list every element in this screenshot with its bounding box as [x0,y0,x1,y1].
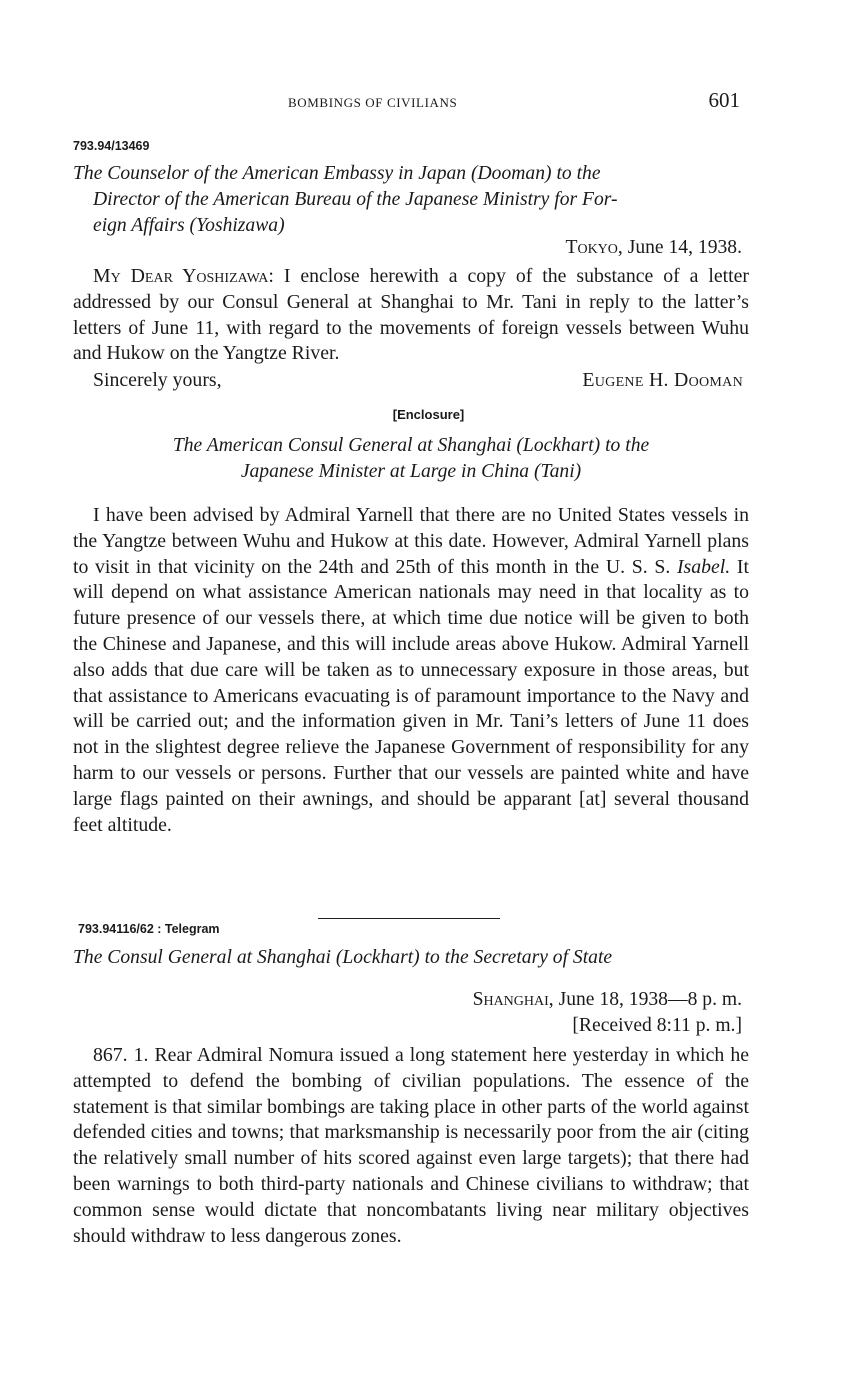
signature: Eugene H. Dooman [582,369,743,391]
dateline-date: June 14, 1938. [622,237,742,258]
dateline [565,235,742,261]
paragraph-text: It will depend on what assistance American nationals may need in that locality as to future presence of our vessels there, at which time due notice will be given to both the Chinese and Japanese, and this will include areas above Hukow. Admiral Yarnell also adds that due care will be taken as to unnecessary exposure in those areas, but that assistance to Americans evacuating is of paramount importance to the Navy and will be carried out; and the information given in Mr. Tani’s letters of June 11 does not in the slightest degree relieve the Japanese Government of responsibility for any harm to our vessels or persons. Further that our vessels are painted white and have large flags painted on their awnings, and should be apparant [at] several thousand feet altitude. [73,555,749,836]
enclosure-heading [73,433,749,485]
heading-line: The Counselor of the American Embassy in Japan (Dooman) to the [73,163,601,184]
paragraph-text: 867. 1. Rear Admiral Nomura issued a long statement here yesterday in which he attempted to defend the bombing of civilian populations. The essence of the statement is that similar bombings are taking place in other parts of the world against defended cities and towns; that marksmanship is necessarily poor from the air (citing the relatively small number of hits scored against even large targets); that there had been warnings to both third-party nationals and Chinese civilians to withdraw; that common sense would dictate that noncombatants living near military objectives should withdraw to less dangerous zones. [73,1044,749,1247]
enclosure-body [73,503,749,838]
heading-line: The American Consul General at Shanghai (Lockhart) to the [172,435,650,456]
heading-line: eign Affairs (Yoshizawa) [93,215,285,236]
heading-line: Director of the American Bureau of the Japanese Ministry for For- [93,189,618,210]
paragraph-text: I have been advised by Admiral Yarnell that there are no United States vessels in the Yangtze between Wuhu and Hukow at this date. However, Admiral Yarnell plans to visit in that vicinity on the 24th and 25th of this month in the U. S. S. [73,504,749,578]
dateline [473,987,742,1013]
file-number: 793.94/13469 [73,139,150,153]
file-number: 793.94116/62 : Telegram [78,922,220,936]
heading-line: The Consul General at Shanghai (Lockhart) to the Secretary of State [73,947,613,968]
section-divider [318,918,500,919]
telegram-body [73,1043,749,1249]
running-title: BOMBINGS OF CIVILIANS [288,95,458,110]
closing-line [93,367,743,393]
dateline-date: June 18, 1938—8 p. m. [553,989,742,1010]
received-line: [Received 8:11 p. m.] [572,1015,742,1036]
heading-line: Japanese Minister at Large in China (Tani) [240,461,582,482]
closing: Sincerely yours, [93,369,222,391]
paragraph [73,264,749,367]
ship-name: Isabel. [676,555,731,578]
paragraph [73,1043,749,1249]
document-heading [73,945,743,971]
paragraph [73,503,749,838]
page-number: 601 [708,88,740,112]
letter-body [73,264,749,367]
salutation: My Dear Yoshizawa: [93,265,274,287]
dateline-place: Tokyo, [565,237,623,258]
enclosure-label: [Enclosure] [392,407,465,422]
document-heading [73,161,743,239]
dateline-place: Shanghai, [472,989,554,1010]
paragraph-text: I enclose herewith a copy of the substance of a letter addressed by our Consul General at Shanghai to Mr. Tani in reply to the latter’s letters of June 11, with regard to the movements of foreign vessels between Wuhu and Hukow on the Yangtze River. [73,265,749,365]
